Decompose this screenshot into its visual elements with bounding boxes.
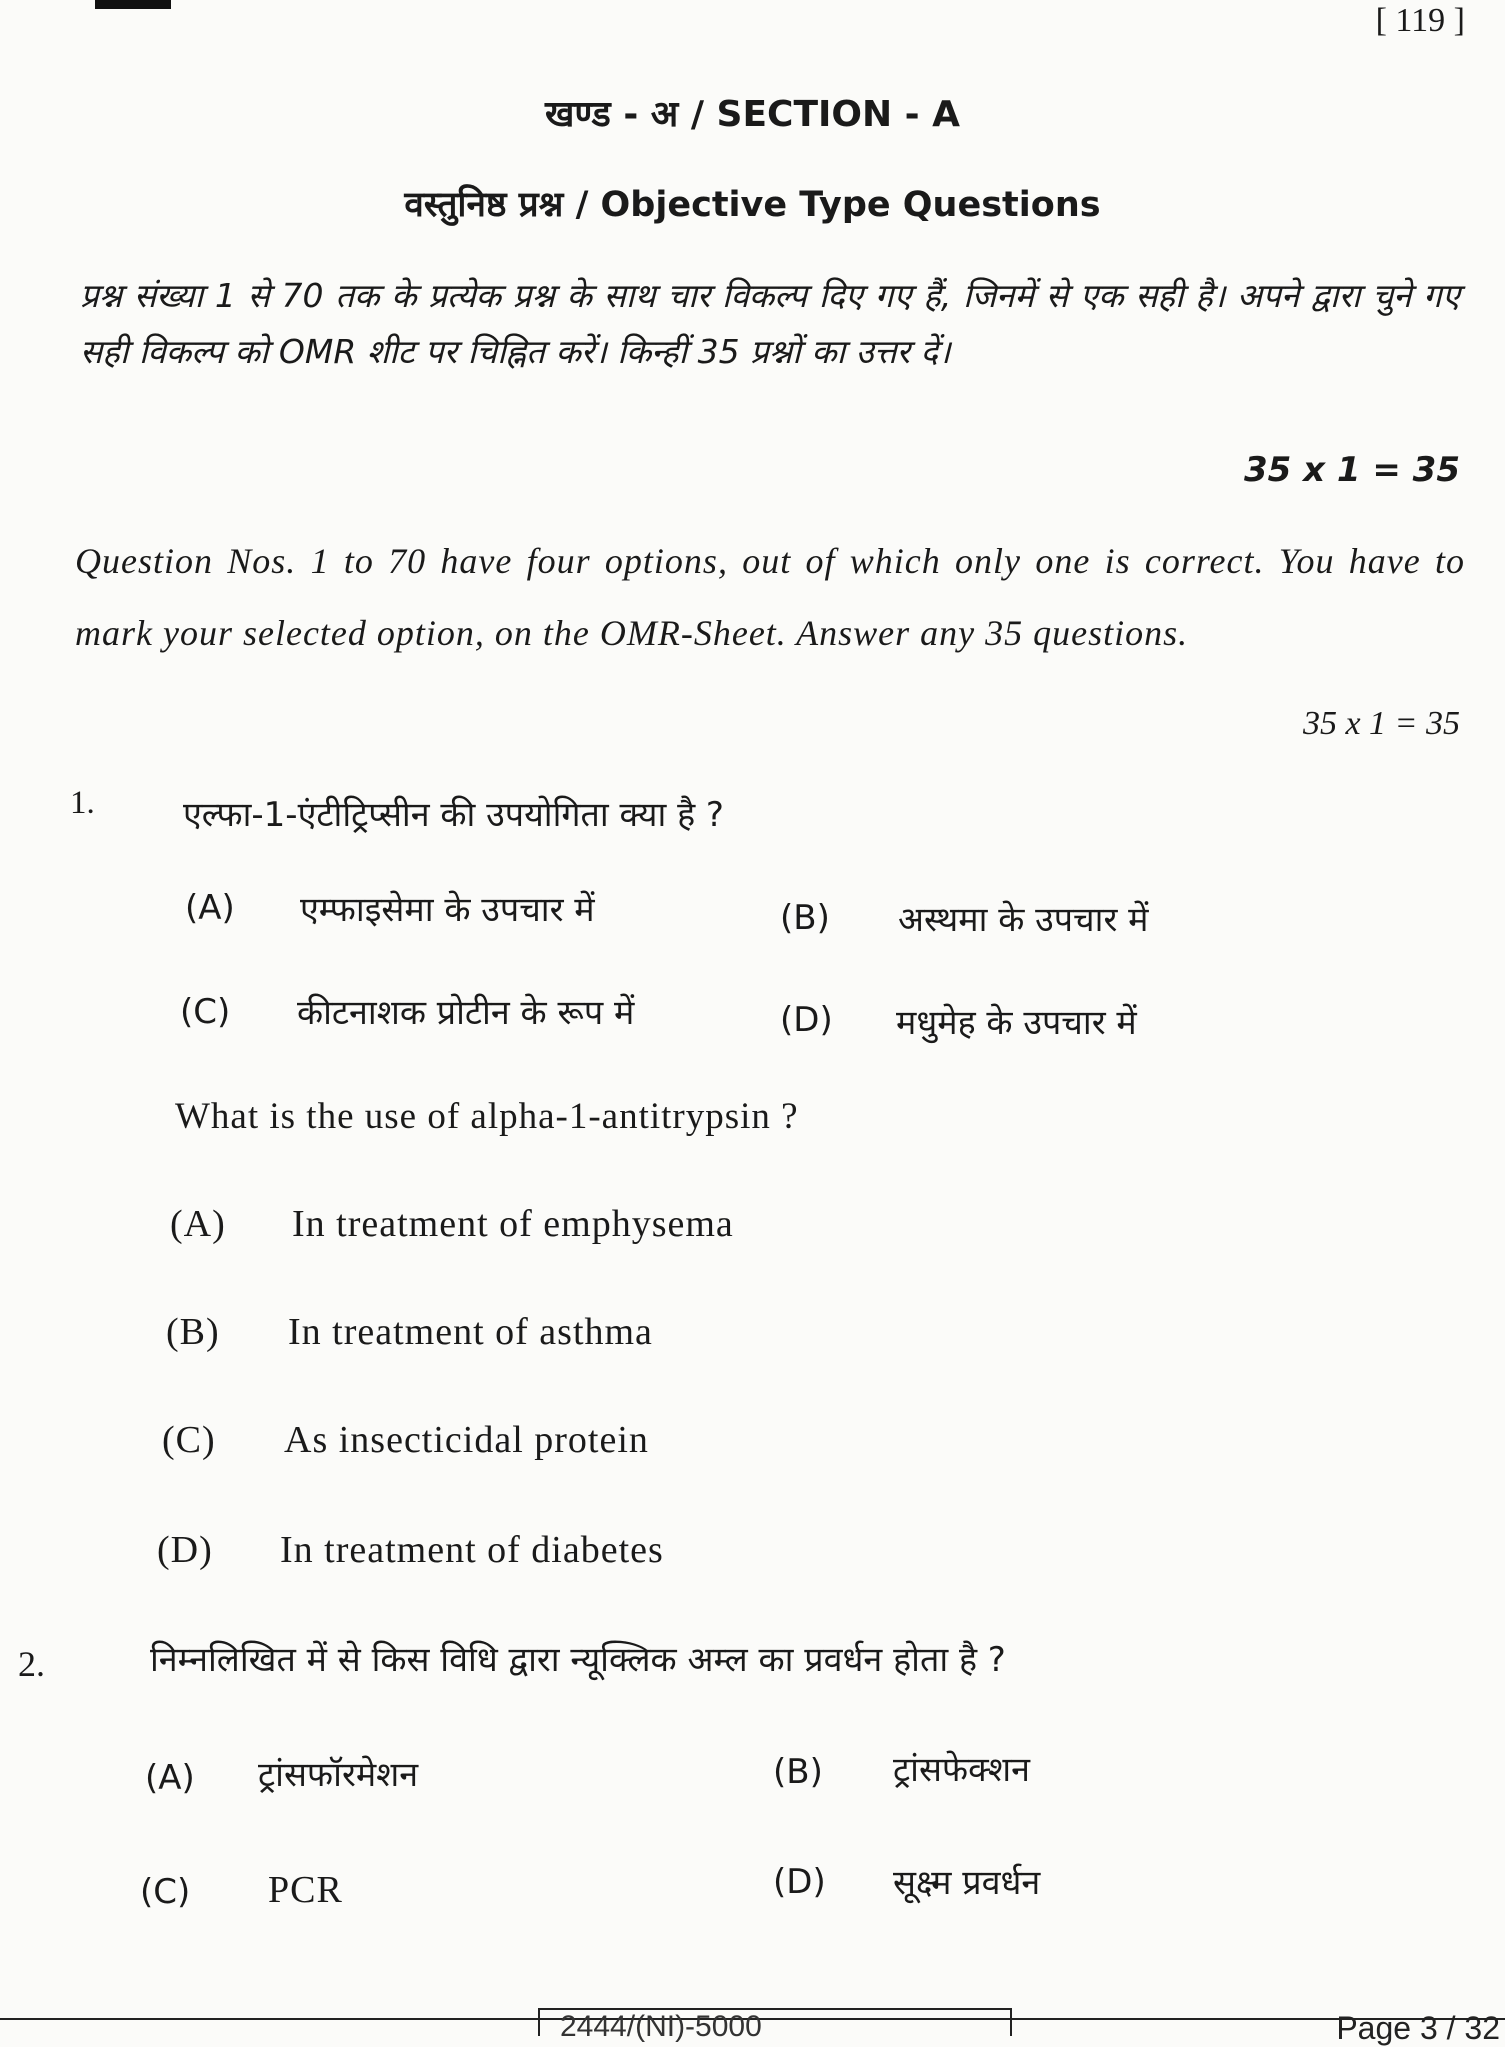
q1-en-option-b-text: In treatment of asthma (288, 1311, 653, 1353)
question-2-text-hindi: निम्नलिखित में से किस विधि द्वारा न्यूक्लिक अम्ल का प्रवर्धन होता है ? (150, 1640, 1006, 1680)
question-1-number: 1. (70, 785, 95, 821)
marks-english: 35 x 1 = 35 (1302, 705, 1460, 742)
q2-option-c-text: PCR (268, 1869, 343, 1911)
footer-code: 2444/(NI)-5000 (560, 2010, 762, 2043)
question-1-text-english: What is the use of alpha-1-antitrypsin ? (175, 1096, 799, 1137)
q1-en-option-a-letter: (A) (170, 1203, 226, 1245)
q1-en-option-b-letter: (B) (166, 1311, 220, 1353)
q1-hi-option-b-text: अस्थमा के उपचार में (898, 900, 1149, 940)
question-2-number: 2. (18, 1644, 45, 1684)
section-heading: खण्ड - अ / SECTION - A (544, 94, 961, 135)
q1-en-option-d-text: In treatment of diabetes (280, 1529, 664, 1571)
q2-option-c-letter: (C) (140, 1872, 191, 1912)
q2-option-a-letter: (A) (145, 1758, 195, 1798)
q1-hi-option-d-text: मधुमेह के उपचार में (896, 1003, 1137, 1043)
q2-option-d-text: सूक्ष्म प्रवर्धन (893, 1863, 1041, 1903)
instructions-hindi: प्रश्न संख्या 1 से 70 तक के प्रत्येक प्रश्न के साथ चार विकल्प दिए गए हैं, जिनमें से एक सही है। अपने द्वारा चुने गए सही विकल्प को OMR शीट पर चिह्नित करें। किन्हीं 35 प्रश्नों का उत्तर दें। (80, 276, 1460, 371)
q1-hi-option-a-letter: (A) (185, 888, 235, 928)
footer-page-number: Page 3 / 32 (1336, 2010, 1500, 2046)
q1-hi-option-c-text: कीटनाशक प्रोटीन के रूप में (297, 993, 635, 1033)
q1-en-option-a-text: In treatment of emphysema (292, 1203, 734, 1245)
question-1-text-hindi: एल्फा-1-एंटीट्रिप्सीन की उपयोगिता क्या है ? (183, 795, 724, 835)
q1-hi-option-c-letter: (C) (180, 992, 231, 1032)
q2-option-a-text: ट्रांसफॉरमेशन (258, 1755, 419, 1795)
q1-hi-option-a-text: एम्फाइसेमा के उपचार में (300, 890, 595, 930)
page-number: [ 119 ] (1375, 2, 1465, 39)
top-edge-bar (95, 0, 171, 9)
instructions-english: Question Nos. 1 to 70 have four options, out of which only one is correct. You have to mark your selected option, on the OMR-Sheet. Answer any 35 questions. (75, 541, 1465, 653)
q1-hi-option-b-letter: (B) (780, 898, 830, 938)
objective-heading: वस्तुनिष्ठ प्रश्न / Objective Type Questions (404, 185, 1101, 225)
q2-option-d-letter: (D) (773, 1862, 826, 1902)
q1-en-option-d-letter: (D) (157, 1529, 213, 1571)
q2-option-b-letter: (B) (773, 1752, 823, 1792)
q2-option-b-text: ट्रांसफेक्शन (893, 1750, 1030, 1790)
q1-en-option-c-text: As insecticidal protein (284, 1419, 649, 1461)
q1-en-option-c-letter: (C) (162, 1419, 216, 1461)
marks-hindi: 35 x 1 = 35 (1243, 450, 1460, 490)
q1-hi-option-d-letter: (D) (780, 1000, 833, 1040)
